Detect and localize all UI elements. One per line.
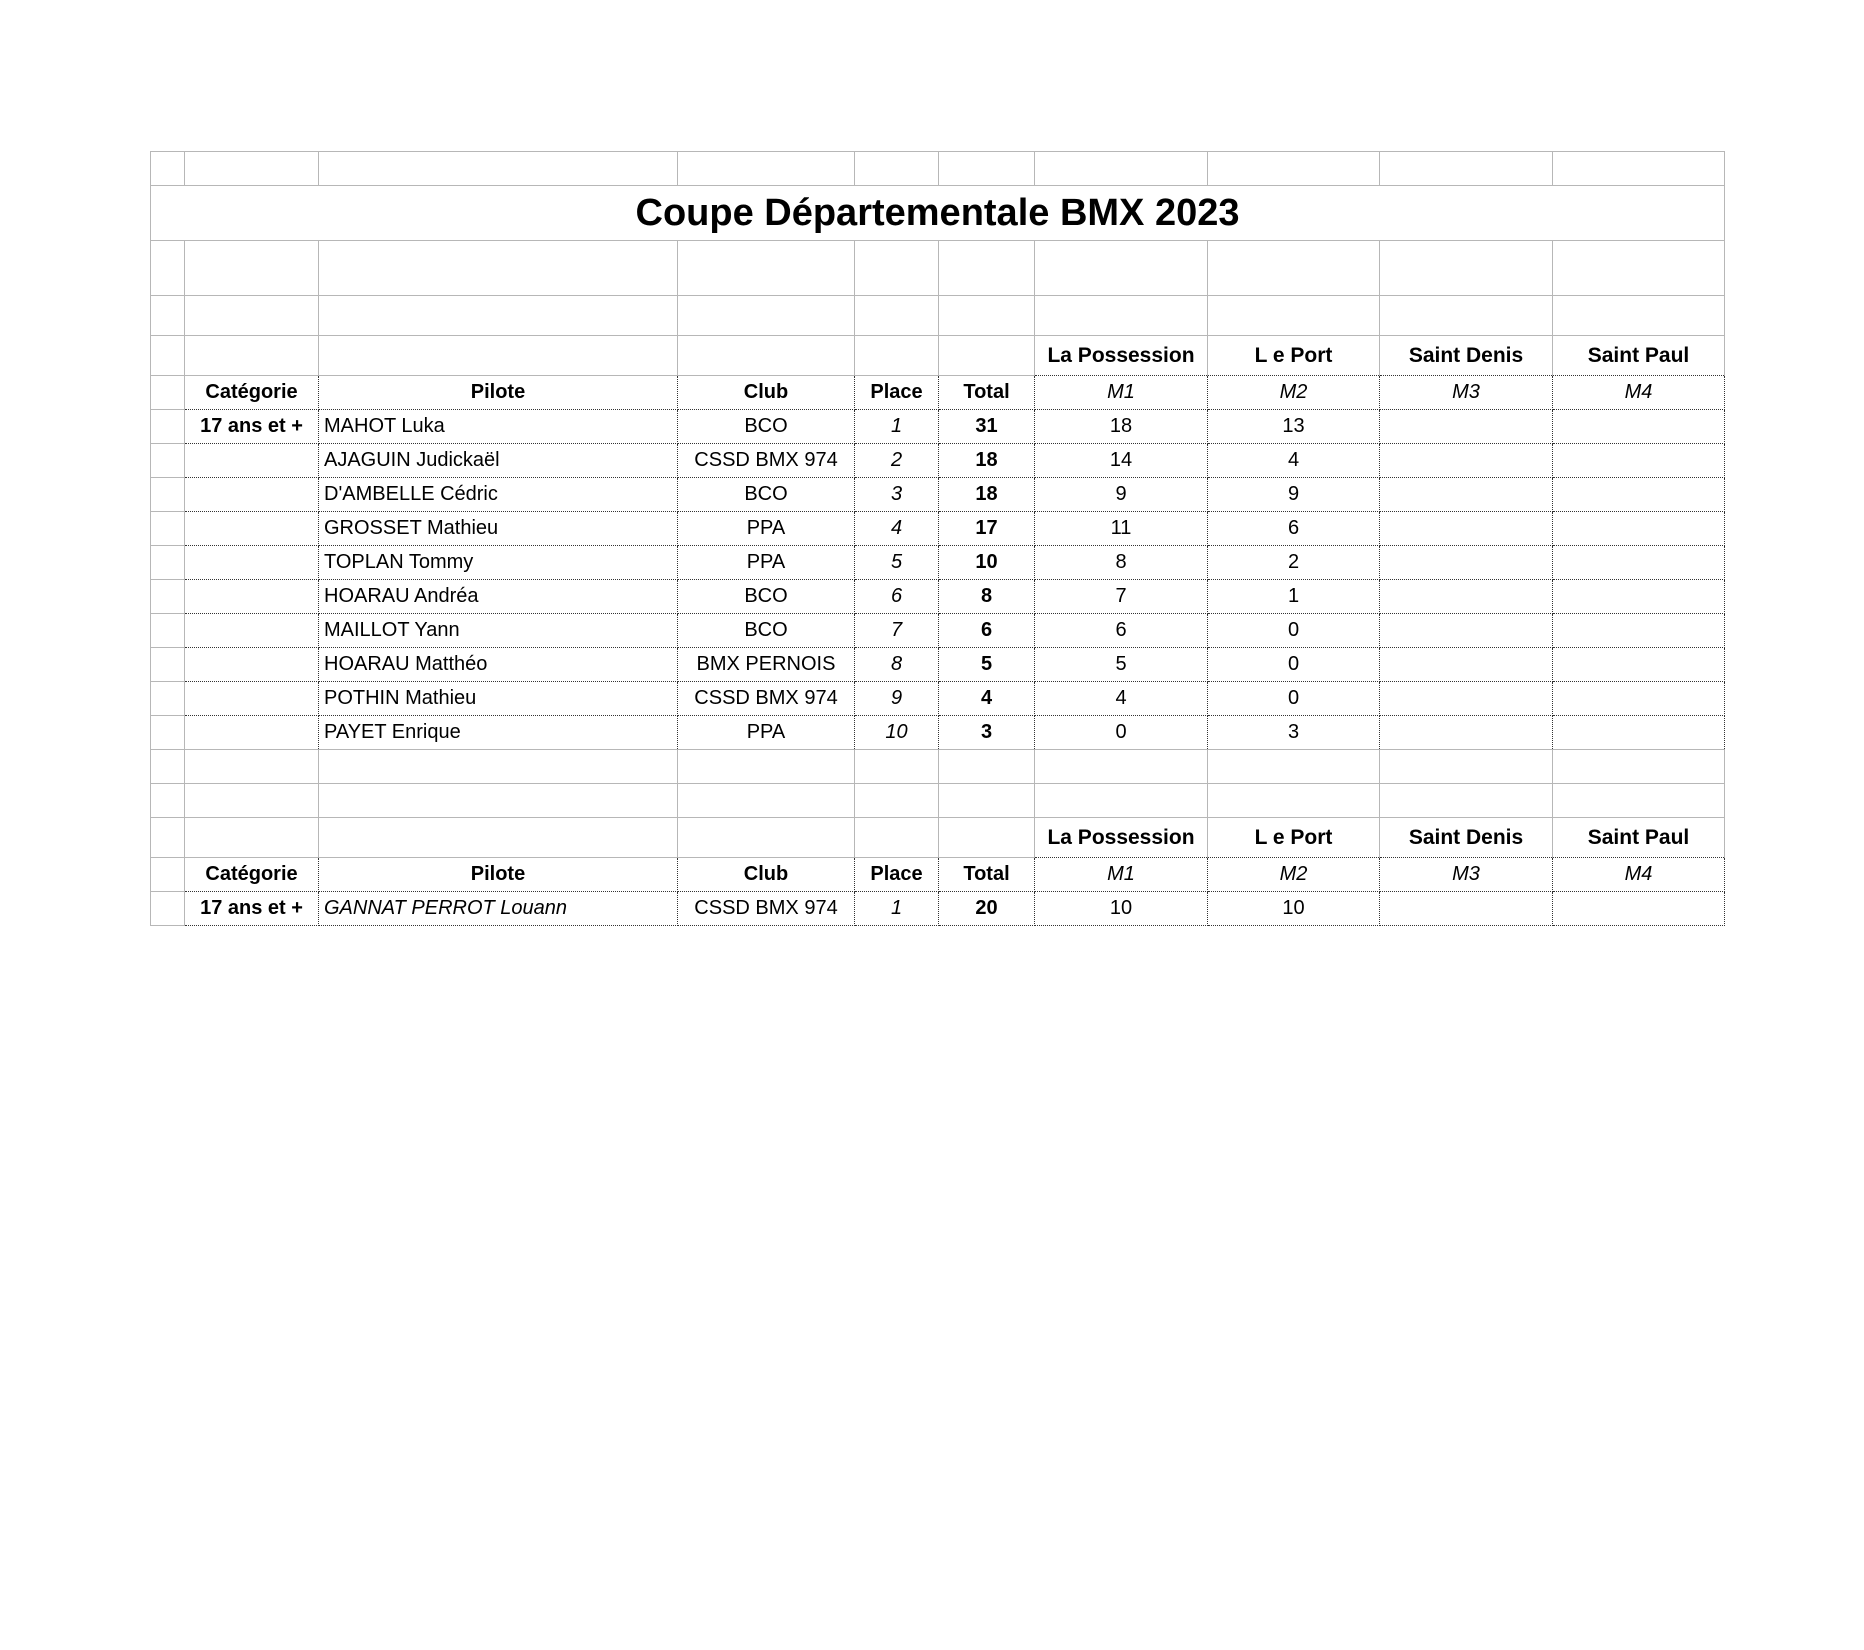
place-cell: 2 — [855, 444, 939, 478]
m4-score-cell — [1553, 512, 1725, 546]
empty-cell — [151, 818, 185, 858]
m1-score-cell: 18 — [1035, 410, 1208, 444]
categorie-cell — [185, 444, 319, 478]
total-cell: 8 — [939, 580, 1035, 614]
empty-cell — [678, 296, 855, 336]
venue-header-row — [151, 336, 1725, 376]
categorie-cell — [185, 546, 319, 580]
m1-score-cell: 11 — [1035, 512, 1208, 546]
empty-cell — [1035, 296, 1208, 336]
empty-cell — [1380, 750, 1553, 784]
total-cell: 17 — [939, 512, 1035, 546]
m2-score-cell: 9 — [1208, 478, 1380, 512]
pilote-cell: TOPLAN Tommy — [319, 546, 678, 580]
empty-cell — [1208, 152, 1380, 186]
table-row — [151, 682, 1725, 716]
sheet-body — [151, 152, 1725, 926]
empty-cell — [1208, 784, 1380, 818]
empty-cell — [939, 336, 1035, 376]
empty-cell — [185, 152, 319, 186]
m2-score-cell: 10 — [1208, 892, 1380, 926]
m4-score-cell — [1553, 410, 1725, 444]
row-margin-cell — [151, 376, 185, 410]
place-cell: 9 — [855, 682, 939, 716]
categorie-cell — [185, 682, 319, 716]
empty-cell — [151, 784, 185, 818]
venue-saint-denis: Saint Denis — [1380, 818, 1553, 858]
empty-cell — [939, 296, 1035, 336]
empty-cell — [1380, 152, 1553, 186]
row-margin-cell — [151, 580, 185, 614]
header-total: Total — [939, 376, 1035, 410]
m3-score-cell — [1380, 682, 1553, 716]
m4-score-cell — [1553, 478, 1725, 512]
m3-score-cell — [1380, 614, 1553, 648]
club-cell: PPA — [678, 512, 855, 546]
empty-cell — [151, 296, 185, 336]
column-header-row — [151, 858, 1725, 892]
m1-score-cell: 14 — [1035, 444, 1208, 478]
m3-score-cell — [1380, 892, 1553, 926]
empty-cell — [855, 784, 939, 818]
pilote-cell: MAILLOT Yann — [319, 614, 678, 648]
empty-cell — [678, 784, 855, 818]
empty-cell — [1553, 296, 1725, 336]
pilote-cell: HOARAU Matthéo — [319, 648, 678, 682]
empty-cell — [185, 336, 319, 376]
place-cell: 1 — [855, 410, 939, 444]
m4-score-cell — [1553, 892, 1725, 926]
place-cell: 7 — [855, 614, 939, 648]
header-categorie: Catégorie — [185, 858, 319, 892]
table-row — [151, 892, 1725, 926]
results-sheet — [150, 151, 1725, 926]
empty-cell — [185, 241, 319, 296]
table-row — [151, 614, 1725, 648]
club-cell: PPA — [678, 716, 855, 750]
empty-cell — [1553, 750, 1725, 784]
table-row — [151, 716, 1725, 750]
table-row — [151, 648, 1725, 682]
m2-score-cell: 6 — [1208, 512, 1380, 546]
empty-cell — [1035, 241, 1208, 296]
m3-score-cell — [1380, 648, 1553, 682]
empty-cell — [1208, 750, 1380, 784]
header-club: Club — [678, 376, 855, 410]
empty-cell — [939, 241, 1035, 296]
total-cell: 6 — [939, 614, 1035, 648]
total-cell: 18 — [939, 444, 1035, 478]
club-cell: BCO — [678, 580, 855, 614]
categorie-cell: 17 ans et + — [185, 892, 319, 926]
row-margin-cell — [151, 614, 185, 648]
header-place: Place — [855, 858, 939, 892]
m2-score-cell: 3 — [1208, 716, 1380, 750]
m2-score-cell: 13 — [1208, 410, 1380, 444]
m1-score-cell: 7 — [1035, 580, 1208, 614]
m4-score-cell — [1553, 444, 1725, 478]
header-manche-1: M1 — [1035, 858, 1208, 892]
empty-cell — [319, 296, 678, 336]
club-cell: PPA — [678, 546, 855, 580]
m4-score-cell — [1553, 682, 1725, 716]
pilote-cell: GROSSET Mathieu — [319, 512, 678, 546]
club-cell: BMX PERNOIS — [678, 648, 855, 682]
table-row — [151, 478, 1725, 512]
title-row — [151, 186, 1725, 241]
place-cell: 5 — [855, 546, 939, 580]
categorie-cell — [185, 716, 319, 750]
empty-cell — [319, 152, 678, 186]
row-margin-cell — [151, 892, 185, 926]
row-margin-cell — [151, 858, 185, 892]
m2-score-cell: 1 — [1208, 580, 1380, 614]
m1-score-cell: 10 — [1035, 892, 1208, 926]
place-cell: 8 — [855, 648, 939, 682]
m3-score-cell — [1380, 580, 1553, 614]
empty-cell — [1380, 784, 1553, 818]
pilote-cell: POTHIN Mathieu — [319, 682, 678, 716]
m2-score-cell: 0 — [1208, 682, 1380, 716]
m4-score-cell — [1553, 614, 1725, 648]
empty-cell — [855, 152, 939, 186]
m2-score-cell: 0 — [1208, 648, 1380, 682]
m1-score-cell: 8 — [1035, 546, 1208, 580]
total-cell: 20 — [939, 892, 1035, 926]
row-margin-cell — [151, 478, 185, 512]
header-manche-2: M2 — [1208, 858, 1380, 892]
empty-cell — [939, 152, 1035, 186]
club-cell: CSSD BMX 974 — [678, 892, 855, 926]
m4-score-cell — [1553, 648, 1725, 682]
m1-score-cell: 9 — [1035, 478, 1208, 512]
header-club: Club — [678, 858, 855, 892]
pilote-cell: GANNAT PERROT Louann — [319, 892, 678, 926]
venue-saint-paul: Saint Paul — [1553, 818, 1725, 858]
venue-la-possession: La Possession — [1035, 336, 1208, 376]
m3-score-cell — [1380, 716, 1553, 750]
m1-score-cell: 6 — [1035, 614, 1208, 648]
pilote-cell: MAHOT Luka — [319, 410, 678, 444]
header-manche-3: M3 — [1380, 858, 1553, 892]
m3-score-cell — [1380, 444, 1553, 478]
empty-cell — [151, 750, 185, 784]
empty-cell — [1035, 152, 1208, 186]
place-cell: 3 — [855, 478, 939, 512]
row-margin-cell — [151, 444, 185, 478]
empty-cell — [678, 336, 855, 376]
table-row — [151, 444, 1725, 478]
header-pilote: Pilote — [319, 858, 678, 892]
m4-score-cell — [1553, 546, 1725, 580]
row-margin-cell — [151, 512, 185, 546]
empty-cell — [319, 241, 678, 296]
categorie-cell — [185, 580, 319, 614]
club-cell: BCO — [678, 410, 855, 444]
venue-saint-denis: Saint Denis — [1380, 336, 1553, 376]
venue-la-possession: La Possession — [1035, 818, 1208, 858]
total-cell: 4 — [939, 682, 1035, 716]
header-total: Total — [939, 858, 1035, 892]
venue-saint-paul: Saint Paul — [1553, 336, 1725, 376]
empty-cell — [1035, 784, 1208, 818]
header-place: Place — [855, 376, 939, 410]
m3-score-cell — [1380, 546, 1553, 580]
empty-cell — [1035, 750, 1208, 784]
empty-cell — [319, 784, 678, 818]
venue-le-port: L e Port — [1208, 818, 1380, 858]
empty-cell — [1208, 241, 1380, 296]
row-margin-cell — [151, 648, 185, 682]
m4-score-cell — [1553, 580, 1725, 614]
header-pilote: Pilote — [319, 376, 678, 410]
categorie-cell — [185, 478, 319, 512]
empty-cell — [185, 818, 319, 858]
venue-le-port: L e Port — [1208, 336, 1380, 376]
empty-cell — [319, 818, 678, 858]
total-cell: 3 — [939, 716, 1035, 750]
empty-cell — [1553, 152, 1725, 186]
empty-row — [151, 152, 1725, 186]
empty-cell — [151, 241, 185, 296]
empty-cell — [319, 750, 678, 784]
empty-cell — [855, 241, 939, 296]
m3-score-cell — [1380, 478, 1553, 512]
table-row — [151, 410, 1725, 444]
empty-cell — [1380, 296, 1553, 336]
header-manche-4: M4 — [1553, 858, 1725, 892]
m4-score-cell — [1553, 716, 1725, 750]
pilote-cell: AJAGUIN Judickaël — [319, 444, 678, 478]
m1-score-cell: 0 — [1035, 716, 1208, 750]
empty-cell — [1553, 784, 1725, 818]
categorie-cell — [185, 648, 319, 682]
empty-cell — [855, 336, 939, 376]
place-cell: 10 — [855, 716, 939, 750]
empty-cell — [1380, 241, 1553, 296]
page-title: Coupe Départementale BMX 2023 — [151, 186, 1725, 241]
place-cell: 6 — [855, 580, 939, 614]
total-cell: 5 — [939, 648, 1035, 682]
empty-cell — [151, 336, 185, 376]
table-row — [151, 580, 1725, 614]
empty-cell — [855, 296, 939, 336]
pilote-cell: HOARAU Andréa — [319, 580, 678, 614]
empty-cell — [185, 296, 319, 336]
total-cell: 31 — [939, 410, 1035, 444]
empty-cell — [939, 784, 1035, 818]
empty-cell — [939, 818, 1035, 858]
venue-header-row — [151, 818, 1725, 858]
empty-cell — [678, 152, 855, 186]
categorie-cell — [185, 512, 319, 546]
empty-cell — [1208, 296, 1380, 336]
row-margin-cell — [151, 682, 185, 716]
categorie-cell — [185, 614, 319, 648]
empty-row — [151, 784, 1725, 818]
empty-cell — [185, 750, 319, 784]
m2-score-cell: 2 — [1208, 546, 1380, 580]
club-cell: CSSD BMX 974 — [678, 682, 855, 716]
club-cell: BCO — [678, 478, 855, 512]
club-cell: BCO — [678, 614, 855, 648]
empty-cell — [678, 241, 855, 296]
m2-score-cell: 0 — [1208, 614, 1380, 648]
empty-row — [151, 241, 1725, 296]
total-cell: 10 — [939, 546, 1035, 580]
m2-score-cell: 4 — [1208, 444, 1380, 478]
categorie-cell: 17 ans et + — [185, 410, 319, 444]
empty-cell — [185, 784, 319, 818]
empty-cell — [855, 750, 939, 784]
header-manche-1: M1 — [1035, 376, 1208, 410]
header-manche-3: M3 — [1380, 376, 1553, 410]
header-manche-4: M4 — [1553, 376, 1725, 410]
empty-row — [151, 750, 1725, 784]
m3-score-cell — [1380, 512, 1553, 546]
column-header-row — [151, 376, 1725, 410]
empty-cell — [855, 818, 939, 858]
pilote-cell: D'AMBELLE Cédric — [319, 478, 678, 512]
pilote-cell: PAYET Enrique — [319, 716, 678, 750]
place-cell: 1 — [855, 892, 939, 926]
header-manche-2: M2 — [1208, 376, 1380, 410]
empty-cell — [1553, 241, 1725, 296]
row-margin-cell — [151, 716, 185, 750]
empty-cell — [319, 336, 678, 376]
total-cell: 18 — [939, 478, 1035, 512]
m3-score-cell — [1380, 410, 1553, 444]
place-cell: 4 — [855, 512, 939, 546]
empty-cell — [151, 152, 185, 186]
empty-row — [151, 296, 1725, 336]
table-row — [151, 546, 1725, 580]
header-categorie: Catégorie — [185, 376, 319, 410]
row-margin-cell — [151, 546, 185, 580]
m1-score-cell: 5 — [1035, 648, 1208, 682]
row-margin-cell — [151, 410, 185, 444]
club-cell: CSSD BMX 974 — [678, 444, 855, 478]
empty-cell — [939, 750, 1035, 784]
empty-cell — [678, 750, 855, 784]
table-row — [151, 512, 1725, 546]
m1-score-cell: 4 — [1035, 682, 1208, 716]
empty-cell — [678, 818, 855, 858]
